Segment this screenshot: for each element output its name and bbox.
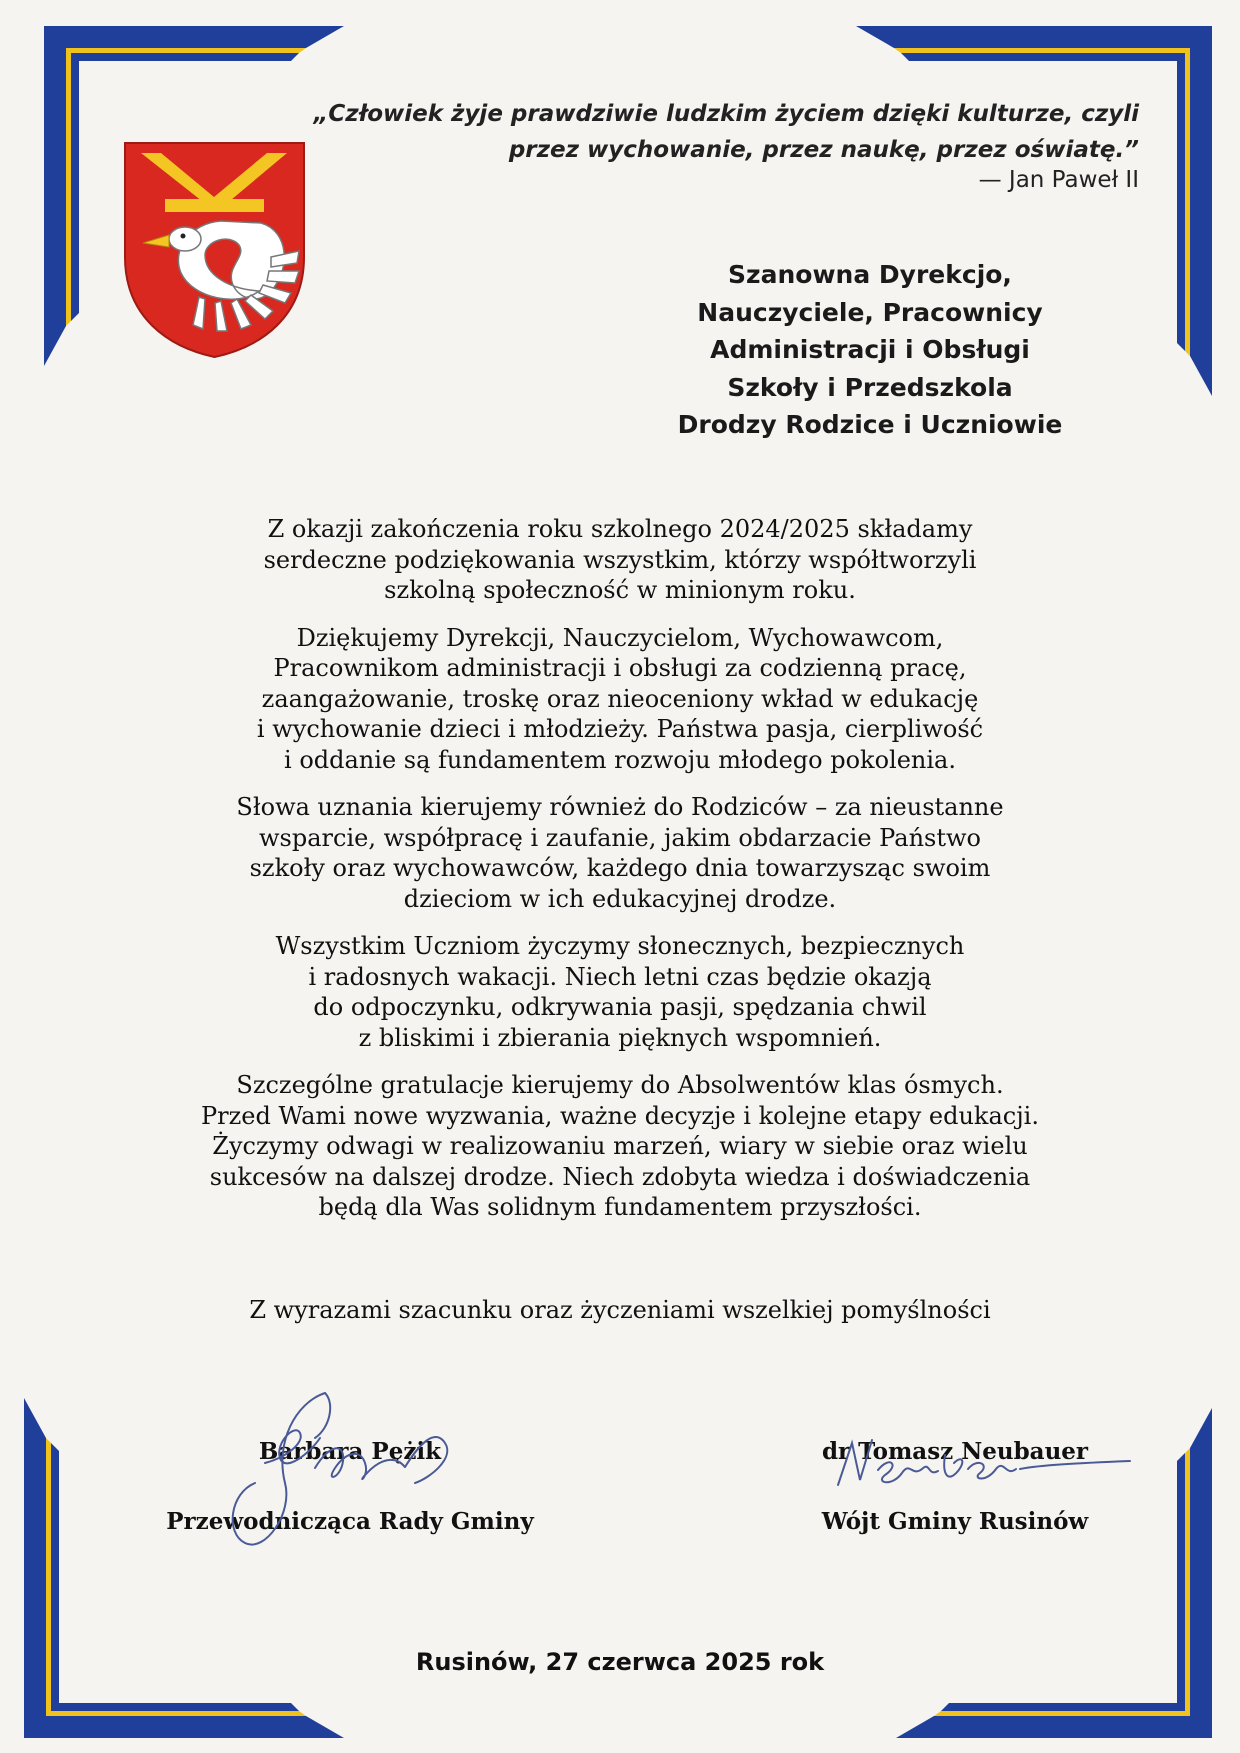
body-line: Słowa uznania kierujemy również do Rodziców – za nieustanne [236,793,1004,821]
body-line: Wszystkim Uczniom życzymy słonecznych, bezpiecznych [275,932,965,960]
body-line: będą dla Was solidnym fundamentem przyszłości. [318,1193,922,1221]
quote-line: „Człowiek żyje prawdziwie ludzkim życiem dzięki kulturze, czyli [313,101,1139,127]
body-line: Pracownikom administracji i obsługi za codzienną pracę, [273,654,967,682]
body-line: i oddanie są fundamentem rozwoju młodego pokolenia. [284,745,956,774]
body-line: do odpoczynku, odkrywania pasji, spędzania chwil [313,993,927,1021]
body-line: Z okazji zakończenia roku szkolnego 2024/2025 składamy [267,515,973,543]
body-line: Szczególne gratulacje kierujemy do Absolwentów klas ósmych. [236,1071,1004,1099]
place-and-date: Rusinów, 27 czerwca 2025 rok [415,1648,825,1676]
body-line: Dziękujemy Dyrekcji, Nauczycielom, Wychowawcom, [296,623,944,652]
epigraph-quote [259,96,1139,168]
quote-line: przez wychowanie, przez naukę, przez oświatę.” [508,137,1139,163]
paragraph [110,514,1130,606]
body-line: dzieciom w ich edukacyjnej drodze. [403,884,837,913]
paragraph [110,623,1130,776]
signatory-role: Wójt Gminy Rusinów [821,1508,1089,1535]
signatory-right [790,1432,1120,1542]
body-line: i wychowanie dzieci i młodzieży. Państwa pasja, cierpliwość [256,715,984,743]
signatory-name: dr Tomasz Neubauer [821,1438,1089,1465]
body-line: sukcesów na dalszej drodze. Niech zdobyta wiedza i doświadczenia [209,1162,1031,1191]
salutation-line: Drodzy Rodzice i Uczniowie [677,410,1063,439]
body-line: Przed Wami nowe wyzwania, ważne decyzje i kolejne etapy edukacji. [201,1101,1039,1130]
quote-author: — Jan Paweł II [978,167,1139,193]
paragraph [110,931,1130,1053]
paragraph [110,1070,1130,1223]
salutation-line: Nauczyciele, Pracownicy [697,297,1043,327]
body-line: serdeczne podziękowania wszystkim, którzy współtworzyli [263,545,977,574]
closing-line: Z wyrazami szacunku oraz życzeniami wszelkiej pomyślności [249,1296,991,1324]
signatory-name: Barbara Pężik [258,1438,442,1465]
body-line: szkoły oraz wychowawców, każdego dnia towarzysząc swoim [249,854,991,882]
salutation [600,256,1140,444]
coat-of-arms-logo [121,139,308,359]
body-line: zaangażowanie, troskę oraz nieoceniony wkład w edukację [261,684,979,713]
signatory-left [150,1432,550,1542]
salutation-line: Administracji i Obsługi [710,335,1030,364]
signatory-role: Przewodnicząca Rady Gminy [166,1508,534,1535]
salutation-line: Szkoły i Przedszkola [727,372,1013,402]
salutation-line: Szanowna Dyrekcjo, [728,260,1012,289]
paragraph [110,792,1130,914]
body-line: szkolną społeczność w minionym roku. [384,576,856,604]
body-line: i radosnych wakacji. Niech letni czas będzie okazją [308,962,932,991]
body-line: z bliskimi i zbierania pięknych wspomnień. [358,1023,882,1052]
body-line: wsparcie, współpracę i zaufanie, jakim obdarzacie Państwo [259,823,981,852]
letter-body [110,514,1130,1240]
body-line: Życzymy odwagi w realizowaniu marzeń, wiary w siebie oraz wielu [212,1132,1028,1160]
